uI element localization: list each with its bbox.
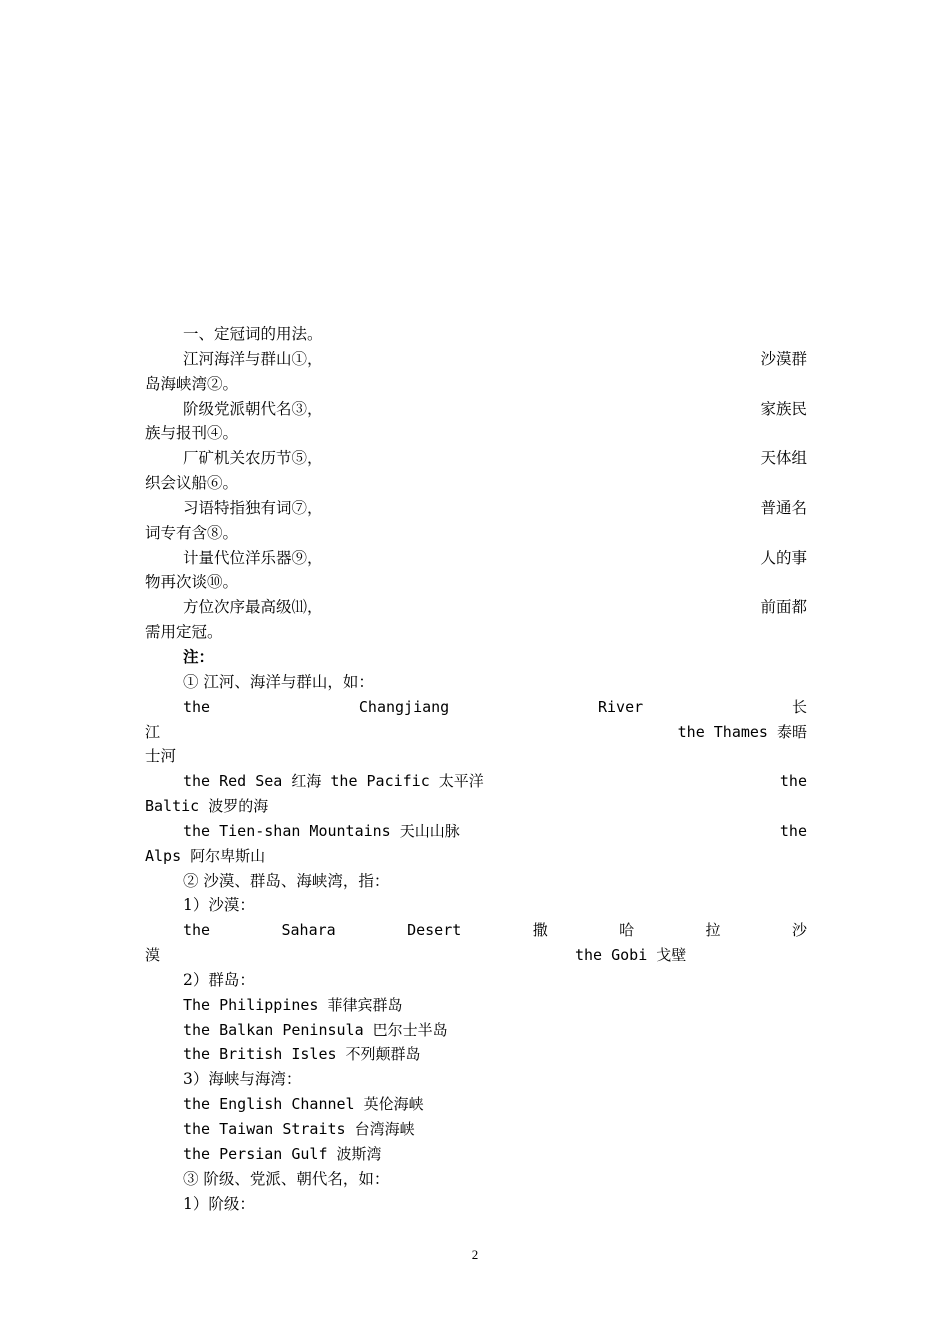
page-content — [145, 322, 807, 1216]
verse-text: 方位次序最高级⑾， — [183, 598, 323, 617]
example-continuation: 士河 — [145, 747, 177, 766]
note-heading: ② 沙漠、群岛、海峡湾，指： — [183, 871, 390, 890]
example-line — [145, 720, 807, 745]
example-word: the Thames 泰晤 — [677, 722, 807, 741]
example-line — [145, 918, 807, 943]
verse-text: 沙漠群 — [760, 349, 807, 368]
example-line — [145, 695, 807, 720]
verse-continuation: 族与报刊④。 — [145, 424, 239, 443]
example-line: the Balkan Peninsula 巴尔士半岛 — [183, 1020, 448, 1039]
verse-line — [145, 397, 807, 422]
example-line — [145, 819, 807, 844]
verse-text: 厂矿机关农历节⑤， — [183, 449, 323, 468]
example-word: 江 — [145, 722, 161, 741]
example-line — [145, 769, 807, 794]
example-continuation: Alps 阿尔卑斯山 — [145, 846, 266, 865]
verse-line — [145, 595, 807, 620]
example-word: the Tien-shan Mountains 天山山脉 — [183, 821, 460, 840]
verse-text: 江河海洋与群山①， — [183, 349, 323, 368]
verse-line — [145, 347, 807, 372]
subheading: 1）沙漠： — [183, 896, 255, 915]
example-word: River — [598, 697, 644, 716]
subheading: 2）群岛： — [183, 970, 255, 989]
example-line: the British Isles 不列颠群岛 — [183, 1045, 421, 1064]
example-word: the Gobi 戈壁 — [575, 946, 687, 965]
verse-text: 普通名 — [760, 498, 807, 517]
verse-line — [145, 496, 807, 521]
example-word: the — [779, 772, 807, 791]
example-line: the Persian Gulf 波斯湾 — [183, 1144, 382, 1163]
example-word: the — [779, 821, 807, 840]
verse-line — [145, 546, 807, 571]
verse-continuation: 需用定冠。 — [145, 623, 223, 642]
verse-text: 计量代位洋乐器⑨， — [183, 548, 323, 567]
example-word: the Red Sea 红海 the Pacific 太平洋 — [183, 772, 484, 791]
verse-continuation: 物再次谈⑩。 — [145, 573, 239, 592]
example-word: the — [183, 921, 211, 940]
page-number: 2 — [471, 1247, 479, 1262]
example-continuation: Baltic 波罗的海 — [145, 797, 269, 816]
example-line: the Taiwan Straits 台湾海峡 — [183, 1120, 415, 1138]
example-word: 拉 — [705, 921, 721, 940]
verse-text: 家族民 — [760, 399, 807, 418]
example-word: 哈 — [619, 921, 635, 940]
example-word: Sahara — [281, 921, 336, 940]
note-heading: ① 江河、海洋与群山，如： — [183, 672, 374, 691]
verse-text: 人的事 — [760, 548, 807, 567]
example-line: the English Channel 英伦海峡 — [183, 1095, 424, 1114]
verse-text: 阶级党派朝代名③， — [183, 399, 323, 418]
verse-text: 习语特指独有词⑦， — [183, 498, 323, 517]
example-word: 长 — [791, 697, 807, 716]
verse-text: 天体组 — [760, 449, 807, 468]
example-word: 撒 — [532, 921, 548, 940]
example-word: the — [183, 697, 211, 716]
example-word: Changjiang — [358, 697, 450, 716]
section-title: 一、定冠词的用法。 — [183, 325, 323, 343]
subheading: 1）阶级： — [183, 1194, 255, 1213]
verse-continuation: 岛海峡湾②。 — [145, 374, 239, 393]
subheading: 3）海峡与海湾： — [183, 1070, 302, 1089]
example-word: 漠 — [145, 946, 161, 965]
note-heading: ③ 阶级、党派、朝代名，如： — [183, 1169, 390, 1188]
example-word: Desert — [407, 921, 462, 940]
verse-text: 前面都 — [760, 598, 807, 617]
example-line: The Philippines 菲律宾群岛 — [183, 995, 403, 1014]
example-line — [145, 943, 807, 968]
verse-continuation: 织会议船⑥。 — [145, 474, 239, 493]
example-word: 沙 — [791, 921, 807, 940]
verse-continuation: 词专有含⑧。 — [145, 523, 239, 542]
note-label: 注： — [183, 646, 215, 666]
verse-line — [145, 446, 807, 471]
